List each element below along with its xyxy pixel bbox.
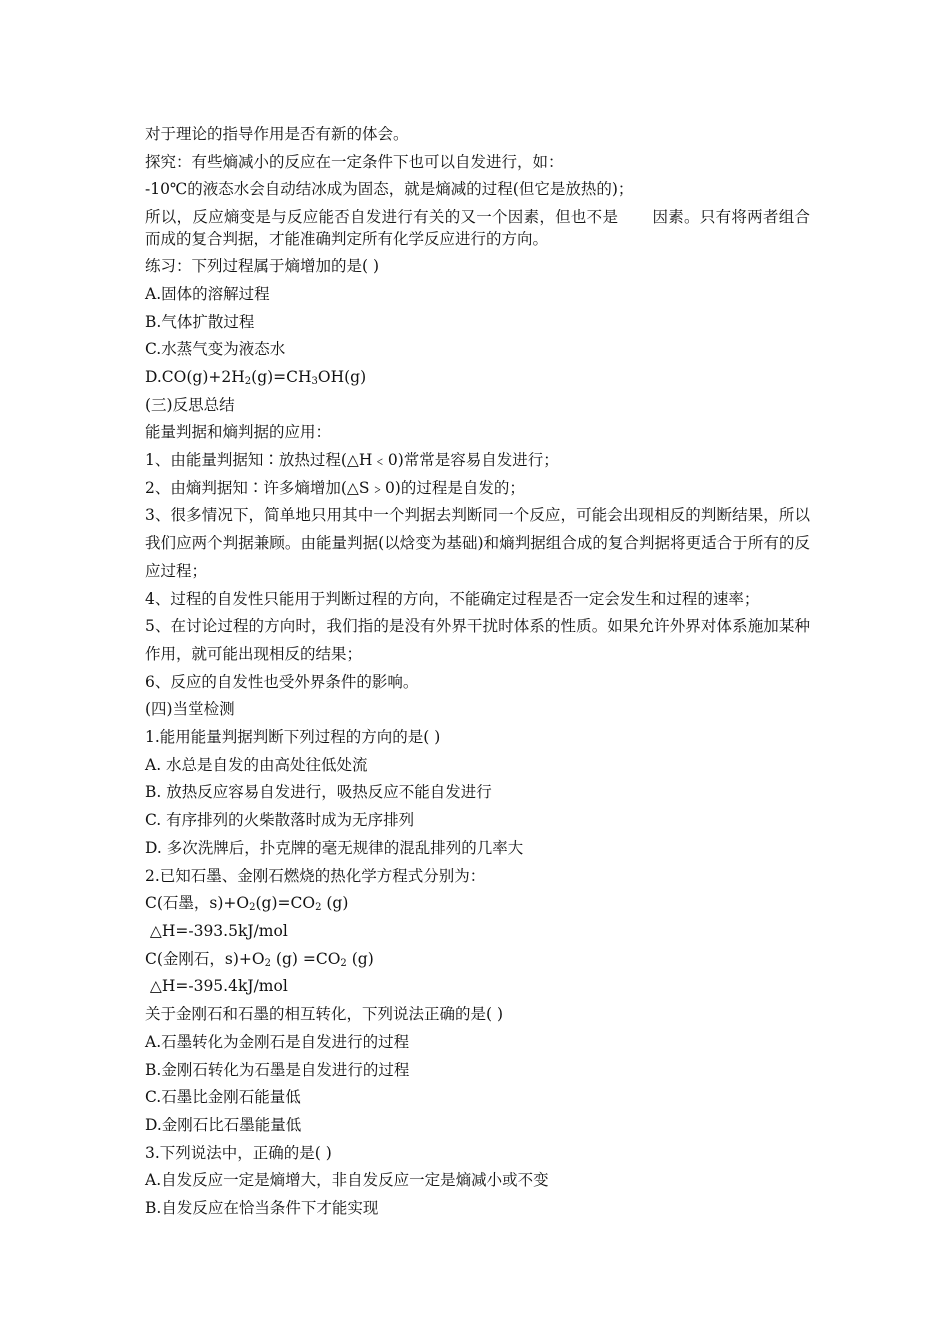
formula-part: OH(g)	[317, 367, 367, 386]
option-a: A. 水总是自发的由高处往低处流	[145, 755, 368, 774]
subscript: 2	[264, 957, 271, 969]
text-line: -10℃的液态水会自动结冰成为固态，就是熵减的过程(但它是放热的)；	[145, 180, 634, 199]
text-line: 能量判据和熵判据的应用：	[145, 423, 332, 442]
option-b: B.自发反应在恰当条件下才能实现	[145, 1199, 379, 1218]
formula-part: (g)	[346, 949, 374, 968]
option-c: C.石墨比金刚石能量低	[145, 1088, 301, 1107]
section-heading: (四)当堂检测	[145, 700, 235, 719]
option-b: B.金刚石转化为石墨是自发进行的过程	[145, 1060, 410, 1079]
option-a: A.石墨转化为金刚石是自发进行的过程	[145, 1032, 410, 1051]
formula-part: (g)=CH	[251, 367, 312, 386]
subscript: 2	[244, 375, 252, 387]
enthalpy-diamond: △H=-395.4kJ/mol	[145, 977, 288, 996]
question-2: 2.已知石墨、金刚石燃烧的热化学方程式分别为：	[145, 866, 486, 885]
option-d: D. 多次洗牌后，扑克牌的毫无规律的混乱排列的几率大	[145, 838, 524, 857]
option-a: A.固体的溶解过程	[145, 284, 270, 303]
option-c: C. 有序排列的火柴散落时成为无序排列	[145, 811, 415, 830]
subscript: 2	[249, 902, 256, 914]
text-span: 因素。只有将两者组合而成的复合判据，才能准确判定所有化学反应进行的方向。	[145, 208, 810, 249]
equation-graphite	[145, 890, 810, 918]
summary-item-5: 5、在讨论过程的方向时，我们指的是没有外界干扰时体系的性质。如果允许外界对体系施加某种作用，就可能出现相反的结果；	[145, 617, 810, 663]
summary-item-6: 6、反应的自发性也受外界条件的影响。	[145, 672, 419, 691]
formula-part: (g) =CO	[270, 949, 341, 968]
option-b: B. 放热反应容易自发进行，吸热反应不能自发进行	[145, 783, 492, 802]
enthalpy-graphite: △H=-393.5kJ/mol	[145, 921, 288, 940]
formula-part: D.CO(g)+2H	[145, 367, 245, 386]
option-a: A.自发反应一定是熵增大，非自发反应一定是熵减小或不变	[145, 1171, 549, 1190]
option-b: B.气体扩散过程	[145, 312, 255, 331]
section-heading: (三)反思总结	[145, 395, 235, 414]
formula-part: (g)	[321, 894, 349, 913]
paragraph	[145, 204, 810, 253]
question-2-stem: 关于金刚石和石墨的相互转化，下列说法正确的是( )	[145, 1005, 504, 1024]
formula-part: C(金刚石，s)+O	[145, 949, 265, 968]
exercise-question: 练习：下列过程属于熵增加的是( )	[145, 257, 380, 276]
text-line: 对于理论的指导作用是否有新的体会。	[145, 125, 409, 143]
formula-part: (g)=CO	[255, 894, 316, 913]
document-body	[145, 121, 810, 1223]
option-c: C.水蒸气变为液态水	[145, 340, 286, 359]
question-3: 3.下列说法中，正确的是( )	[145, 1143, 332, 1162]
equation-diamond	[145, 946, 810, 974]
summary-item-1: 1、由能量判据知∶放热过程(△H﹤0)常常是容易自发进行；	[145, 451, 559, 470]
option-d: D.金刚石比石墨能量低	[145, 1115, 302, 1134]
subscript: 2	[340, 957, 347, 969]
formula-part: C(石墨，s)+O	[145, 894, 250, 913]
text-span: 所以，反应熵变是与反应能否自发进行有关的又一个因素，但也不是	[145, 208, 619, 227]
subscript: 2	[315, 902, 322, 914]
option-d-formula	[145, 364, 810, 392]
summary-item-4: 4、过程的自发性只能用于判断过程的方向，不能确定过程是否一定会发生和过程的速率；	[145, 589, 760, 608]
summary-item-2: 2、由熵判据知∶许多熵增加(△S﹥0)的过程是自发的；	[145, 478, 525, 497]
subscript: 3	[311, 375, 318, 387]
question-1: 1.能用能量判据判断下列过程的方向的是( )	[145, 728, 441, 747]
explore-line: 探究：有些熵减小的反应在一定条件下也可以自发进行，如：	[145, 152, 564, 171]
summary-item-3: 3、很多情况下，简单地只用其中一个判据去判断同一个反应，可能会出现相反的判断结果，所以我们应两个判据兼顾。由能量判据(以焓变为基础)和熵判据组合成的复合判据将更适合于所有的反应过程；	[145, 506, 810, 580]
